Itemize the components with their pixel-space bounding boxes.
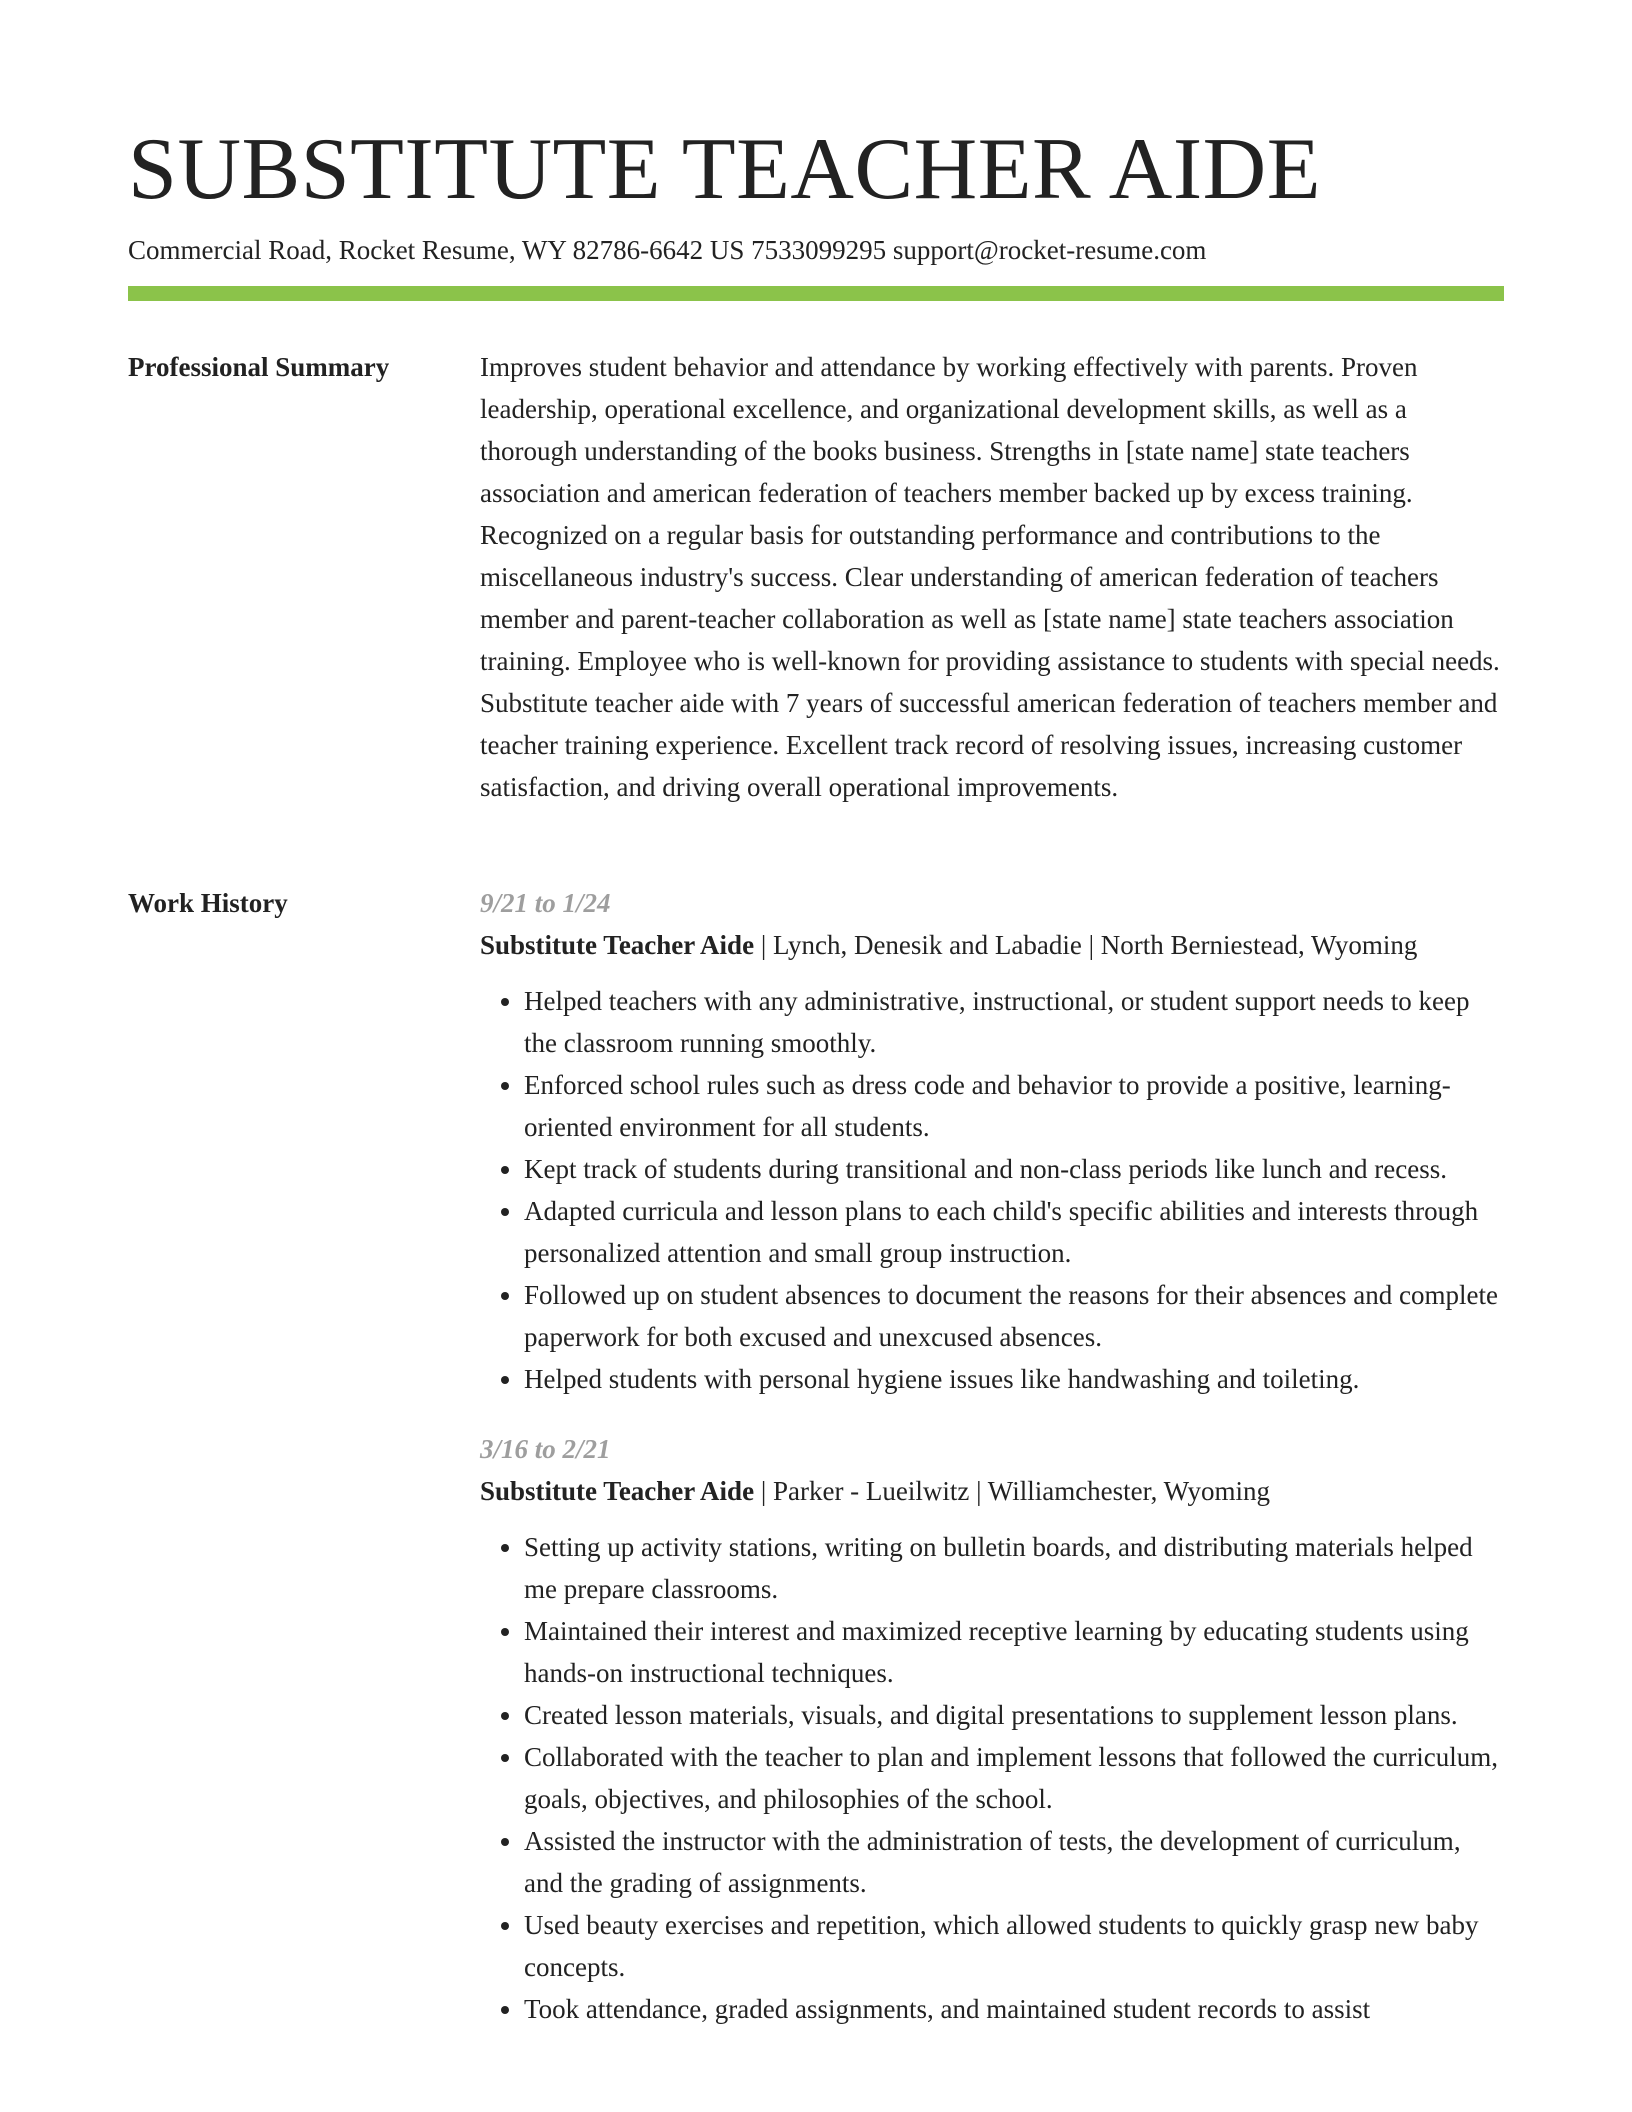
work-history-label: Work History [128, 888, 288, 918]
job-title: Substitute Teacher Aide [480, 1476, 755, 1506]
summary-section [128, 346, 1504, 846]
job-title: Substitute Teacher Aide [480, 930, 755, 960]
job-bullet: • Setting up activity stations, writing on bulletin boards, and distributing materials helped me prepare classrooms. [524, 1526, 1504, 1610]
summary-text: Improves student behavior and attendance by working effectively with parents. Proven leadership, operational excellence, and organizational development skills, as well as a thorough understanding of the books business. Strengths in [state name] state teachers association and american federation of teachers member backed up by excess training. Recognized on a regular basis for outstanding performance and contributions to the miscellaneous industry's success. Clear understanding of american federation of teachers member and parent-teacher collaboration as well as [state name] state teachers association training. Employee who is well-known for providing assistance to students with special needs. Substitute teacher aide with 7 years of successful american federation of teachers member and teacher training experience. Excellent track record of resolving issues, increasing customer satisfaction, and driving overall operational improvements. [480, 352, 1500, 802]
job-header [480, 924, 1504, 966]
job-bullet: • Kept track of students during transitional and non-class periods like lunch and recess. [524, 1148, 1504, 1190]
job-details: | Parker - Lueilwitz | Williamchester, Wyoming [754, 1476, 1270, 1506]
candidate-name: SUBSTITUTE TEACHER AIDE [128, 121, 1321, 218]
contact-info: Commercial Road, Rocket Resume, WY 82786-6642 US 7533099295 support@rocket-resume.com [128, 235, 1207, 265]
job-entry [480, 1428, 1504, 2030]
job-bullets [480, 980, 1504, 1400]
job-bullet: • Took attendance, graded assignments, and maintained student records to assist [524, 1988, 1504, 2030]
job-bullet: • Helped students with personal hygiene issues like handwashing and toileting. [524, 1358, 1504, 1400]
job-header [480, 1470, 1504, 1512]
resume-page [128, 0, 1504, 2112]
job-bullet: • Enforced school rules such as dress code and behavior to provide a positive, learning-oriented environment for all students. [524, 1064, 1504, 1148]
job-bullet: • Helped teachers with any administrative, instructional, or student support needs to keep the classroom running smoothly. [524, 980, 1504, 1064]
jobs-list [480, 882, 1504, 2046]
summary-label: Professional Summary [128, 352, 390, 382]
work-history-section [128, 882, 1504, 2112]
job-bullet: • Followed up on student absences to document the reasons for their absences and complete paperwork for both excused and unexcused absences. [524, 1274, 1504, 1358]
job-dates: 3/16 to 2/21 [480, 1434, 611, 1464]
job-bullet: • Adapted curricula and lesson plans to each child's specific abilities and interests through personalized attention and small group instruction. [524, 1190, 1504, 1274]
header-divider [128, 286, 1504, 301]
job-entry [480, 882, 1504, 1400]
job-bullet: • Created lesson materials, visuals, and digital presentations to supplement lesson plans. [524, 1694, 1504, 1736]
job-details: | Lynch, Denesik and Labadie | North Berniestead, Wyoming [754, 930, 1418, 960]
job-bullet: • Assisted the instructor with the administration of tests, the development of curriculum, and the grading of assignments. [524, 1820, 1504, 1904]
job-bullet: • Maintained their interest and maximized receptive learning by educating students using hands-on instructional techniques. [524, 1610, 1504, 1694]
job-bullet: • Collaborated with the teacher to plan and implement lessons that followed the curriculum, goals, objectives, and philosophies of the school. [524, 1736, 1504, 1820]
job-dates: 9/21 to 1/24 [480, 888, 611, 918]
job-bullet: • Used beauty exercises and repetition, which allowed students to quickly grasp new baby concepts. [524, 1904, 1504, 1988]
job-bullets [480, 1526, 1504, 2030]
